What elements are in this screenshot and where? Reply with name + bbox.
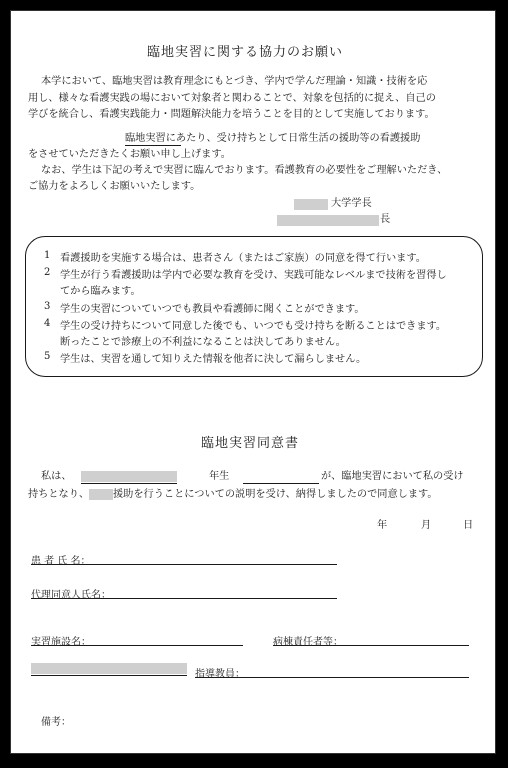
facility-field[interactable] bbox=[31, 645, 243, 646]
department-field[interactable] bbox=[31, 675, 187, 676]
notice-item-number: 3 bbox=[44, 301, 51, 312]
redacted-department-name bbox=[81, 471, 177, 482]
redacted-university-name bbox=[294, 199, 328, 210]
request-paragraph1-line2: 用し、様々な看護実践の場において対象者と関わることで、対象を包括的に捉え、自己の bbox=[28, 93, 436, 104]
proxy-name-field[interactable] bbox=[31, 598, 337, 599]
notice-item-text: 断ったことで診療上の不利益になることは決してありません。 bbox=[60, 337, 346, 348]
patient-name-field[interactable] bbox=[31, 564, 337, 565]
signature-president: 大学学長 bbox=[331, 198, 372, 209]
consent-line2-prefix: 持ちとなり、 bbox=[28, 489, 90, 500]
instructor-field[interactable] bbox=[195, 677, 469, 678]
remarks-label: 備考： bbox=[41, 717, 71, 728]
student-name-underline[interactable] bbox=[243, 483, 319, 484]
redacted-field-name bbox=[89, 489, 113, 500]
redacted-department-label bbox=[31, 663, 187, 674]
ward-manager-field[interactable] bbox=[273, 645, 469, 646]
request-paragraph2-line1: 臨地実習にあたり、受け持ちとして日常生活の援助等の看護援助 bbox=[125, 133, 421, 144]
date-day-label: 日 bbox=[463, 520, 474, 531]
notice-item-text: 学生の受け持ちについて同意した後でも、いつでも受け持ちを断ることはできます。 bbox=[60, 321, 447, 332]
request-title: 臨地実習に関する協力のお願い bbox=[147, 45, 344, 60]
signature-dean: 長 bbox=[380, 214, 391, 225]
ward-manager-label: 病棟責任者等： bbox=[273, 637, 343, 648]
proxy-name-label: 代理同意人氏名： bbox=[31, 590, 111, 601]
request-paragraph3-line2: ご協力をよろしくお願いいたします。 bbox=[28, 181, 201, 192]
notice-item-text: てから臨みます。 bbox=[60, 286, 141, 297]
date-year-label: 年 bbox=[377, 520, 388, 531]
department-underline[interactable] bbox=[81, 483, 177, 484]
consent-line1-suffix: が、臨地実習において私の受け bbox=[321, 471, 464, 482]
patient-name-label: 患 者 氏 名： bbox=[31, 556, 91, 567]
notice-item-text: 学生は、実習を通して知りえた情報を他者に決して漏らしません。 bbox=[60, 354, 367, 365]
facility-label: 実習施設名： bbox=[31, 637, 91, 648]
request-paragraph3-line1: なお、学生は下記の考えで実習に臨んでおります。看護教育の必要性をご理解いただき、 bbox=[41, 165, 448, 176]
instructor-label: 指導教員： bbox=[195, 669, 245, 680]
notice-item-number: 2 bbox=[44, 267, 51, 278]
date-month-label: 月 bbox=[421, 520, 432, 531]
redacted-faculty-name bbox=[277, 215, 379, 226]
consent-line1-prefix: 私は、 bbox=[41, 471, 72, 482]
notice-item-number: 4 bbox=[44, 318, 51, 329]
consent-title: 臨地実習同意書 bbox=[201, 436, 300, 451]
consent-grade-label: 年生 bbox=[209, 471, 230, 482]
request-paragraph1-line3: 学びを統合し、看護実践能力・問題解決能力を培うことを目的として実施しております。 bbox=[28, 109, 435, 120]
notice-item-number: 1 bbox=[44, 250, 51, 261]
consent-document-page bbox=[10, 10, 496, 754]
notice-item-text: 学生が行う看護援助は学内で必要な教育を受け、実践可能なレベルまで技術を習得し bbox=[60, 270, 447, 281]
request-paragraph1-line1: 本学において、臨地実習は教育理念にもとづき、学内で学んだ理論・知識・技術を応 bbox=[41, 76, 428, 87]
consent-line2-suffix: 援助を行うことについての説明を受け、納得しましたので同意します。 bbox=[113, 489, 438, 500]
notice-item-text: 看護援助を実施する場合は、患者さん（またはご家族）の同意を得て行います。 bbox=[60, 253, 426, 264]
notice-item-text: 学生の実習についていつでも教員や看護師に聞くことができます。 bbox=[60, 304, 365, 315]
notice-item-number: 5 bbox=[44, 351, 51, 362]
request-underline bbox=[125, 145, 181, 146]
student-commitments-box bbox=[25, 236, 483, 377]
request-paragraph2-line2: をさせていただきたくお願い申し上げます。 bbox=[28, 149, 231, 160]
